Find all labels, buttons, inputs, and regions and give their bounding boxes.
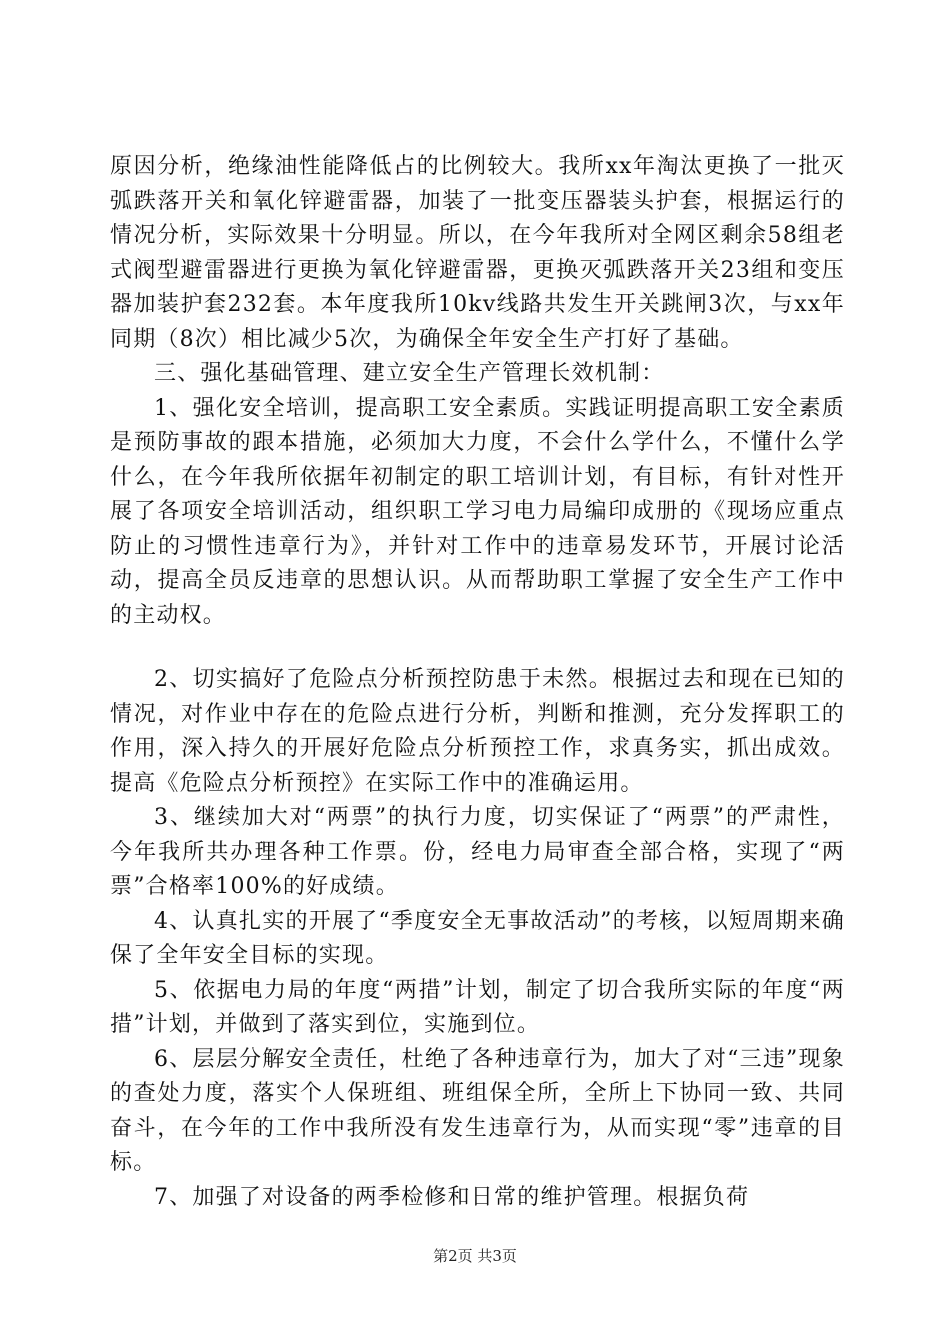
- page-footer: [0, 1245, 950, 1266]
- paragraph-item-3: 3、继续加大对“两票”的执行力度，切实保证了“两票”的严肃性，今年我所共办理各种工作票。份，经电力局审查全部合格，实现了“两票”合格率100%的好成绩。: [110, 805, 845, 899]
- section-heading-three: 三、强化基础管理、建立安全生产管理长效机制：: [154, 361, 665, 386]
- paragraph-item-5: 5、依据电力局的年度“两措”计划，制定了切合我所实际的年度“两措”计划，并做到了落实到位，实施到位。: [110, 977, 845, 1037]
- paragraph-item-6: 6、层层分解安全责任，杜绝了各种违章行为，加大了对“三违”现象的查处力度，落实个人保班组、班组保全所，全所上下协同一致、共同奋斗，在今年的工作中我所没有发生违章行为，从而实现“零”违章的目标。: [110, 1046, 845, 1175]
- paragraph-item-4: 4、认真扎实的开展了“季度安全无事故活动”的考核，以短周期来确保了全年安全目标的实现。: [110, 908, 845, 968]
- paragraph-item-7: 7、加强了对设备的两季检修和日常的维护管理。根据负荷: [154, 1184, 750, 1210]
- document-body: [110, 150, 845, 1215]
- paragraph-item-1: 1、强化安全培训，提高职工安全素质。实践证明提高职工安全素质是预防事故的跟本措施，必须加大力度，不会什么学什么，不懂什么学什么，在今年我所依据年初制定的职工培训计划，有目标，有针对性开展了各项安全培训活动，组织职工学习电力局编印成册的《现场应重点防止的习惯性违章行为》，并针对工作中的违章易发环节，开展讨论活动，提高全员反违章的思想认识。从而帮助职工掌握了安全生产工作中的主动权。: [110, 395, 845, 628]
- paragraph-cause-analysis: 原因分析，绝缘油性能降低占的比例较大。我所xx年淘汰更换了一批灭弧跌落开关和氧化锌避雷器，加装了一批变压器装头护套，根据运行的情况分析，实际效果十分明显。所以，在今年我所对全网区剩余58组老式阀型避雷器进行更换为氧化锌避雷器，更换灭弧跌落开关23组和变压器加装护套232套。本年度我所10kv线路共发生开关跳闸3次，与xx年同期（8次）相比减少5次，为确保全年安全生产打好了基础。: [110, 154, 845, 352]
- page-number-label: 第2页 共3页: [433, 1247, 517, 1265]
- paragraph-item-2: 2、切实搞好了危险点分析预控防患于未然。根据过去和现在已知的情况，对作业中存在的危险点进行分析，判断和推测，充分发挥职工的作用，深入持久的开展好危险点分析预控工作，求真务实，抓出成效。提高《危险点分析预控》在实际工作中的准确运用。: [110, 667, 845, 796]
